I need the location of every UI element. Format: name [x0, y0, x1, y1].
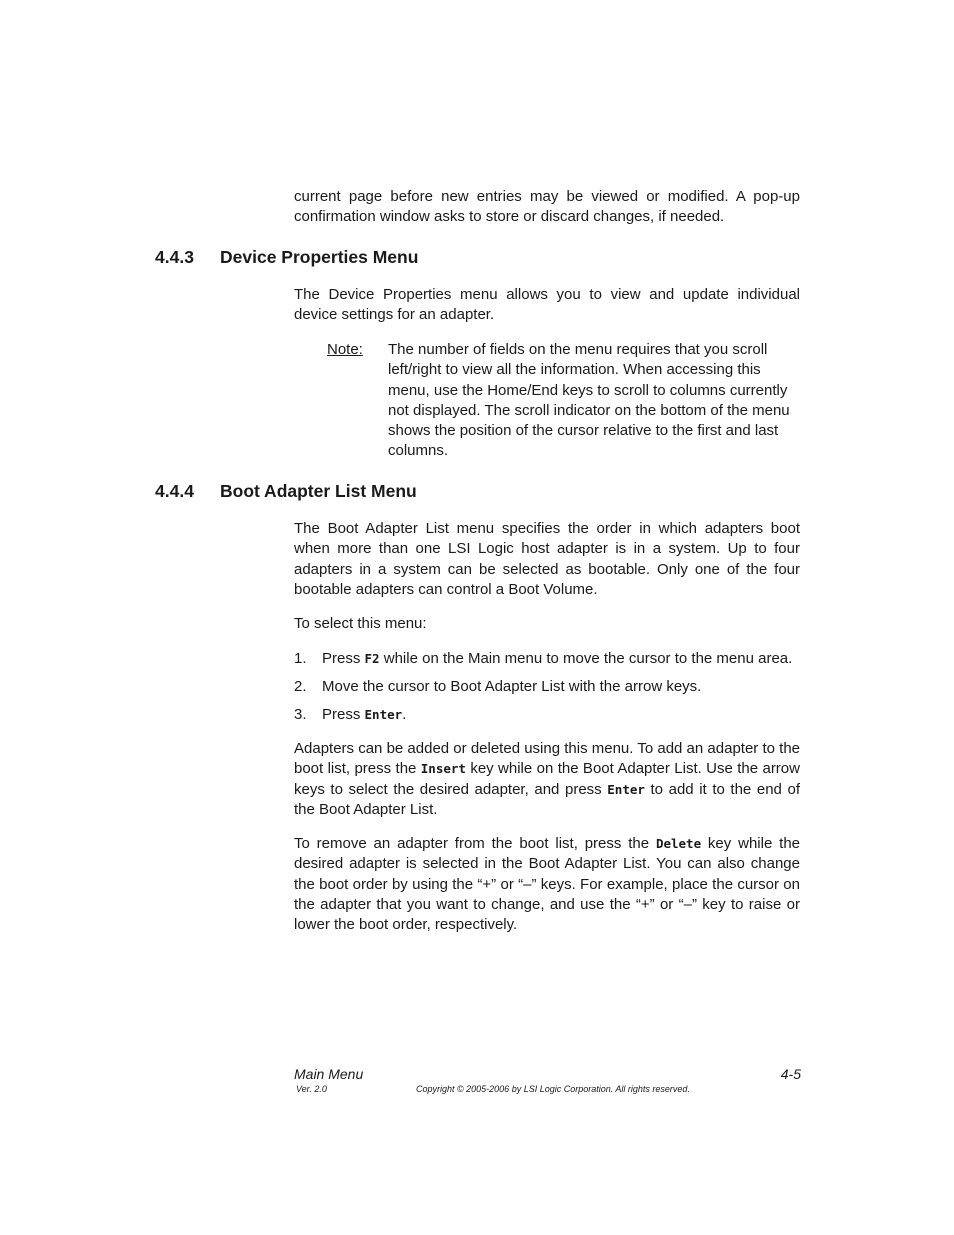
select-menu-paragraph: To select this menu: [294, 615, 427, 632]
step-text: Press [322, 650, 365, 667]
key-name: F2 [364, 651, 380, 666]
remove-adapter-paragraph [294, 834, 800, 935]
footer-copyright: Copyright © 2005-2006 by LSI Logic Corporation. All rights reserved. [416, 1084, 690, 1094]
section-heading-4-4-4 [155, 481, 417, 502]
section-title: Device Properties Menu [220, 247, 419, 267]
paragraph-text: Adapters can be added or deleted using this menu. To add an adapter to the boot list, press the [294, 740, 800, 778]
device-properties-paragraph: The Device Properties menu allows you to view and update individual device settings for an adapter. [294, 286, 800, 324]
paragraph-text: key while on the Boot Adapter List. Use the arrow keys to select the desired adapter, and press [294, 760, 800, 798]
footer-chapter-title: Main Menu [294, 1066, 364, 1082]
step-text: Press [322, 706, 365, 723]
step-number: 2. [294, 678, 307, 695]
footer-version: Ver. 2.0 [296, 1084, 327, 1094]
step-number: 1. [294, 650, 307, 667]
boot-adapter-paragraph: The Boot Adapter List menu specifies the order in which adapters boot when more than one LSI Logic host adapter is in a system. Up to four adapters in a system can be selected as bootable. Only one of the four bootable adapters can control a Boot Volume. [294, 520, 800, 598]
section-number: 4.4.3 [155, 247, 194, 267]
paragraph-text: key while the desired adapter is selected in the Boot Adapter List. You can also change the boot order by using the “+” or “–” keys. For example, place the cursor on the adapter that you want to change, and use the “+” or “–” key to raise or lower the boot order, respectively. [294, 835, 800, 934]
step-number: 3. [294, 706, 307, 723]
section-heading-4-4-3 [155, 247, 418, 268]
step-text: . [402, 706, 407, 723]
section-number: 4.4.4 [155, 481, 194, 501]
list-item [294, 705, 406, 725]
list-item [294, 649, 792, 669]
key-name: Enter [364, 707, 403, 722]
intro-paragraph: current page before new entries may be viewed or modified. A pop-up confirmation window asks to store or discard changes, if needed. [294, 188, 800, 226]
paragraph-text: To remove an adapter from the boot list, press the [294, 835, 656, 852]
step-text: Move the cursor to Boot Adapter List with the arrow keys. [322, 678, 702, 695]
footer-page-number: 4-5 [780, 1066, 801, 1082]
paragraph-text: to add it to the end of the Boot Adapter List. [294, 780, 800, 818]
key-name: Enter [607, 781, 645, 797]
key-name: Delete [655, 836, 702, 851]
add-adapter-paragraph [294, 739, 800, 820]
key-name: Insert [420, 761, 466, 777]
list-item [294, 677, 701, 697]
section-title: Boot Adapter List Menu [220, 481, 417, 501]
step-text: while on the Main menu to move the cursor to the menu area. [379, 650, 793, 667]
note-text: The number of fields on the menu requires that you scroll left/right to view all the information. When accessing this menu, use the Home/End keys to scroll to columns currently not displayed. The scroll indicator on the bottom of the menu shows the position of the cursor relative to the first and last columns. [388, 341, 790, 460]
note-label: Note: [327, 341, 363, 358]
